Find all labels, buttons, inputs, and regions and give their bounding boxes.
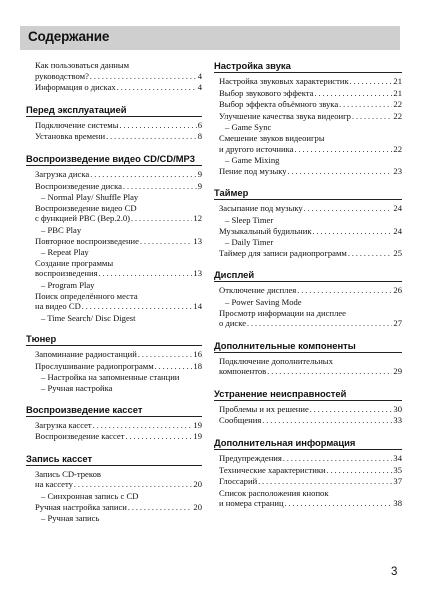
toc-entry[interactable] [35,181,202,193]
toc-entry-text: Повторное воспроизведение [35,235,139,246]
dot-leader [327,466,393,477]
dot-leader [262,416,392,427]
toc-page-number: 21 [393,87,402,98]
toc-entry[interactable] [219,76,402,88]
toc-entry[interactable] [35,131,202,143]
toc-page-number: 18 [193,360,202,371]
toc-entry-text: и другого источника [219,143,294,154]
section-heading: Дополнительные компоненты [214,340,402,353]
toc-entry-text: Запоминание радиостанций [35,349,137,360]
toc-entry-text: Выбор звукового эффекта [219,87,314,98]
toc-section [26,452,202,524]
toc-page-number: 20 [193,501,202,512]
toc-subentry: – Sleep Timer [225,214,274,225]
toc-page-number: 13 [193,235,202,246]
toc-page-number: 19 [193,431,202,442]
toc-page-number: 37 [393,476,402,487]
section-entries [30,349,202,393]
toc-entry[interactable] [219,453,402,465]
toc-section [26,333,202,394]
dot-leader [339,100,392,111]
toc-entry-line: Смешение звуков видеоигры [219,132,325,143]
toc-entry[interactable] [219,476,402,488]
section-heading: Перед эксплуатацией [26,104,202,117]
toc-entry-text: Установка времени [35,131,106,142]
toc-entry[interactable] [35,120,202,132]
toc-subentry: – Синхронная запись с CD [41,491,139,502]
toc-page-number: 23 [393,165,402,176]
section-entries [216,285,402,329]
dot-leader [304,204,393,215]
section-heading: Воспроизведение видео CD/CD/MP3 [26,153,202,166]
toc-entry[interactable] [219,226,402,238]
dot-leader [90,72,197,83]
toc-subentry: – Daily Timer [225,237,274,248]
toc-entry[interactable] [35,71,202,83]
toc-page-number: 22 [393,99,402,110]
toc-subentry: – Game Mixing [225,155,280,166]
toc-entry[interactable] [219,465,402,477]
dot-leader [310,405,393,416]
dot-leader [93,421,193,432]
toc-entry[interactable] [219,166,402,178]
toc-page-number: 9 [197,168,202,179]
toc-section [26,403,202,443]
title-bar [20,26,400,50]
toc-entry-text: на кассету [35,479,73,490]
toc-entry-text: Технические характеристики [219,464,326,475]
toc-page-number: 34 [393,453,402,464]
section-heading: Настройка звука [214,60,402,73]
toc-entry-line: Подключение дополнительных [219,355,333,366]
toc-entry[interactable] [219,99,402,111]
dot-leader [138,350,193,361]
toc-page-number: 12 [193,213,202,224]
toc-page-number: 20 [193,479,202,490]
dot-leader [352,112,392,123]
section-entries [216,76,402,177]
toc-section [26,103,202,143]
toc-page-number: 33 [393,415,402,426]
toc-entry-text: Выбор эффекта объёмного звука [219,99,339,110]
dot-leader [82,302,193,313]
toc-section [216,388,402,427]
toc-page-number: 38 [393,498,402,509]
toc-entry-text: Таймер для записи радиопрограмм [219,247,347,258]
toc-section [26,152,202,323]
toc-entry-text: Воспроизведение кассет [35,431,125,442]
dot-leader [258,477,392,488]
toc-subentry: – Game Sync [225,122,272,133]
dot-leader [350,77,393,88]
toc-entry-line: Воспроизведение видео CD [35,202,137,213]
dot-leader [247,319,392,330]
section-heading: Таймер [214,187,402,200]
toc-entry-text: Прослушивание радиопрограмм [35,360,154,371]
toc-entry-line: Поиск определённого места [35,290,138,301]
toc-page-number: 26 [393,285,402,296]
toc-entry-text: Отключение дисплея [219,285,297,296]
toc-entry-text: Засыпание под музыку [219,203,303,214]
toc-subentry: – Ручная запись [41,513,100,524]
toc-section [216,437,402,510]
toc-entry-line: Список расположения кнопок [219,487,329,498]
dot-leader [283,454,393,465]
toc-entry-text: Предупреждения [219,453,282,464]
toc-entry[interactable] [219,285,402,297]
toc-entry-text: Настройка звуковых характеристик [219,76,349,86]
toc-page-number: 24 [393,203,402,214]
toc-subentry: – Настройка на запомненные станции [41,372,180,383]
section-heading: Запись кассет [26,453,202,466]
section-entries [216,404,402,427]
toc-entry[interactable] [35,361,202,373]
toc-entry[interactable] [35,169,202,181]
section-entries [216,453,402,510]
dot-leader [297,286,392,297]
toc-entry[interactable] [35,268,202,280]
toc-entry-text: Пение под музыку [219,165,287,176]
dot-leader [294,145,392,156]
toc-page-number: 19 [193,419,202,430]
toc-entry[interactable] [35,431,202,443]
toc-page-number: 35 [393,464,402,475]
section-entries [30,120,202,143]
toc-entry[interactable] [35,502,202,514]
dot-leader [288,167,393,178]
toc-entry-text: и номера страниц [219,498,284,509]
toc-entry[interactable] [35,236,202,248]
right-column [216,60,402,520]
dot-leader [313,227,393,238]
toc-entry-text: Воспроизведение диска [35,180,122,191]
toc-entry-text: Глоссарий [219,476,258,487]
dot-leader [155,362,193,373]
toc-entry-text: компонентов [219,366,267,377]
toc-subentry: – Normal Play/ Shuffle Play [41,192,139,203]
section-heading: Тюнер [26,333,202,346]
toc-entry[interactable] [35,213,202,225]
toc-entry-text: воспроизведения [35,268,98,279]
section-entries [30,420,202,443]
dot-leader [74,480,192,491]
toc-entry-line: Создание программы [35,257,114,268]
section-entries [30,469,202,524]
toc-entry-line: Как пользоваться данным [35,60,130,70]
dot-leader [123,182,197,193]
toc-entry-text: с функцией PBC (Вер.2.0) [35,213,130,224]
toc-page-number: 22 [393,110,402,121]
toc-page-number: 16 [193,349,202,360]
toc-entry[interactable] [219,404,402,416]
dot-leader [99,269,193,280]
toc-entry[interactable] [35,301,202,313]
toc-entry-text: Загрузка кассет [35,419,92,430]
toc-entry-text: на видео CD [35,301,81,312]
toc-section [216,60,402,177]
toc-subentry: – Program Play [41,279,95,290]
section-heading: Дополнительная информация [214,437,402,450]
toc-page-number: 30 [393,403,402,414]
dot-leader [106,132,197,143]
section-entries [30,169,202,323]
toc-entry[interactable] [35,479,202,491]
dot-leader [125,432,192,443]
toc-entry-line: Просмотр информации на дисплее [219,307,346,318]
toc-entry[interactable] [35,82,202,94]
toc-entry[interactable] [219,203,402,215]
toc-page-number: 29 [393,366,402,377]
toc-subentry: – Power Saving Mode [225,296,302,307]
section-entries [216,356,402,378]
toc-entry-line: Запись CD-треков [35,468,101,479]
dot-leader [131,214,192,225]
toc-subentry: – Time Search/ Disc Digest [41,312,136,323]
dot-leader [285,499,393,510]
dot-leader [120,121,197,132]
toc-entry-text: о диске [219,318,247,329]
toc-entry-text: Улучшение качества звука видеоигр [219,110,351,121]
toc-section [216,187,402,259]
toc-entry-text: Загрузка диска [35,168,90,179]
page-number: 3 [391,566,398,578]
section-heading: Дисплей [214,269,402,282]
toc-entry-text: Сообщения [219,415,262,426]
intro-entries [30,60,202,94]
toc-page-number: 14 [193,301,202,312]
section-entries [216,203,402,259]
toc-entry[interactable] [219,415,402,427]
section-heading: Устранение неисправностей [214,388,402,401]
toc-section [216,269,402,329]
dot-leader [128,503,192,514]
toc-subentry: – Ручная настройка [41,383,113,394]
section-heading: Воспроизведение кассет [26,404,202,417]
toc-page-number: 22 [393,143,402,154]
dot-leader [267,367,392,378]
page-title: Содержание [28,29,110,44]
toc-page-number: 21 [393,76,402,86]
toc-entry[interactable] [219,366,402,378]
toc-entry[interactable] [219,248,402,260]
toc-entry-text: Ручная настройка записи [35,501,127,512]
toc-entry-text: руководством? [35,70,89,81]
dot-leader [117,83,197,94]
toc-entry-text: Проблемы и их решение [219,403,309,414]
toc-page-number: 13 [193,268,202,279]
toc-subentry: – Repeat Play [41,247,89,258]
dot-leader [90,170,197,181]
toc-entry-text: Музыкальный будильник [219,225,312,236]
toc-entry[interactable] [219,144,402,156]
toc-entry[interactable] [219,111,402,123]
toc-entry[interactable] [219,498,402,510]
toc-section [216,340,402,378]
toc-page-number: 24 [393,225,402,236]
toc-entry[interactable] [35,349,202,361]
toc-page-number: 6 [197,119,202,130]
toc-page-number: 8 [197,131,202,142]
dot-leader [140,237,192,248]
toc-entry[interactable] [219,318,402,330]
toc-page-number: 25 [393,247,402,258]
intro-section [30,60,202,94]
toc-page-number: 4 [197,70,202,81]
toc-entry[interactable] [35,420,202,432]
toc-page-number: 9 [197,180,202,191]
toc-entry-text: Подключение системы [35,119,119,130]
toc-entry[interactable] [219,88,402,100]
toc-page-number: 4 [197,82,202,93]
toc-subentry: – PBC Play [41,224,82,235]
toc-entry-text: Информация о дисках [35,82,116,93]
dot-leader [348,249,393,260]
left-column [26,60,202,534]
toc-page-number: 27 [393,318,402,329]
dot-leader [314,89,392,100]
